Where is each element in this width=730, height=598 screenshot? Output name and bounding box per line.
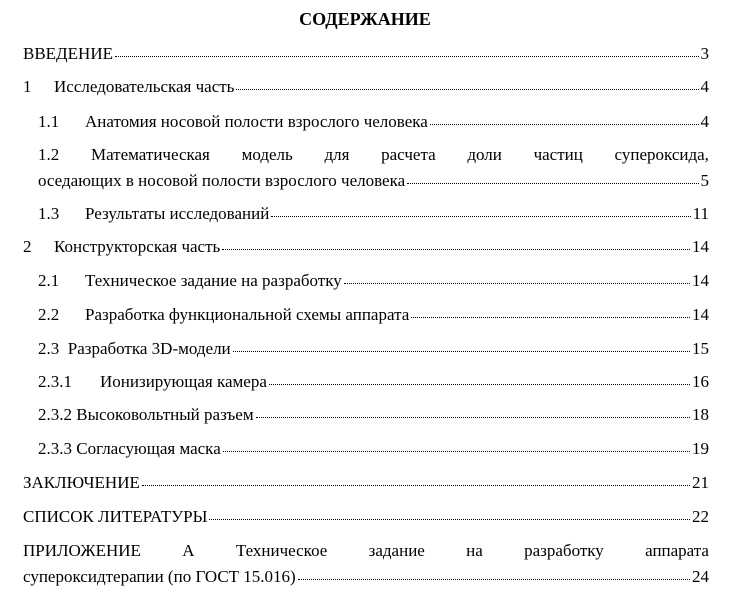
toc-leader-dots [298, 568, 690, 582]
toc-leader-dots [236, 78, 698, 92]
toc-entry-text: оседающих в носовой полости взрослого человека [38, 171, 406, 190]
toc-entry-number: 2.1 [38, 271, 60, 290]
toc-leader-dots [430, 113, 699, 127]
toc-entry-text: ЗАКЛЮЧЕНИЕ [23, 473, 140, 492]
toc-word: Техническое [235, 541, 328, 560]
toc-leader-dots [271, 205, 690, 219]
toc-leader-dots [223, 440, 690, 454]
toc-entry-section-1-2[interactable] [0, 145, 730, 165]
toc-word: модель [241, 145, 293, 164]
toc-entry-text: 2.3.3 Согласующая маска [38, 439, 221, 458]
toc-entry-chapter-1[interactable] [0, 77, 730, 97]
toc-entry-section-2-3-2[interactable] [0, 405, 730, 425]
toc-leader-dots [256, 406, 690, 420]
toc-entry-text: супероксидтерапии (по ГОСТ 15.016) [23, 567, 296, 586]
toc-word: ПРИЛОЖЕНИЕ [23, 541, 141, 560]
toc-entry-chapter-2[interactable] [0, 237, 730, 257]
toc-word: для [324, 145, 350, 164]
toc-page-number: 21 [692, 473, 709, 492]
toc-entry-text: СПИСОК ЛИТЕРАТУРЫ [23, 507, 208, 526]
toc-entry-text: ВВЕДЕНИЕ [23, 44, 113, 63]
toc-entry-number: 1.3 [38, 204, 60, 223]
toc-entry-appendix-a-continuation[interactable] [0, 567, 730, 587]
toc-entry-section-1-2-continuation[interactable] [0, 171, 730, 191]
toc-entry-number: 1.2 [38, 145, 60, 164]
toc-entry-section-2-3-3[interactable] [0, 439, 730, 459]
toc-entry-number: 1 [23, 77, 32, 96]
toc-entry-section-1-3[interactable] [0, 204, 730, 224]
toc-page-number: 4 [700, 112, 709, 131]
toc-word: частиц [533, 145, 583, 164]
toc-page-number: 18 [692, 405, 709, 424]
toc-leader-dots [209, 508, 690, 522]
toc-page-number: 14 [692, 237, 709, 256]
toc-entry-text: Исследовательская часть [54, 77, 235, 96]
toc-entry-text: Разработка функциональной схемы аппарата [85, 305, 410, 324]
toc-page-number: 4 [700, 77, 709, 96]
toc-page-number: 11 [692, 204, 709, 223]
toc-page-number: 19 [692, 439, 709, 458]
toc-page-number: 3 [700, 44, 709, 63]
toc-entry-appendix-a[interactable] [0, 541, 730, 561]
toc-word: Математическая [90, 145, 210, 164]
toc-entry-number: 2.2 [38, 305, 60, 324]
toc-entry-text: 2.3 Разработка 3D-модели [38, 339, 231, 358]
toc-word: доли [467, 145, 502, 164]
toc-leader-dots [142, 474, 690, 488]
toc-entry-text: Ионизирующая камера [100, 372, 267, 391]
toc-entry-section-2-3[interactable] [0, 339, 730, 359]
toc-page-number: 24 [692, 567, 709, 586]
toc-entry-number: 2.3.1 [38, 372, 72, 391]
toc-entry-section-1-1[interactable] [0, 112, 730, 132]
toc-entry-section-2-1[interactable] [0, 271, 730, 291]
toc-word: задание [368, 541, 425, 560]
toc-title: СОДЕРЖАНИЕ [299, 9, 431, 29]
toc-leader-dots [407, 172, 698, 186]
toc-page-number: 22 [692, 507, 709, 526]
toc-entry-number: 1.1 [38, 112, 60, 131]
toc-entry-section-2-3-1[interactable] [0, 372, 730, 392]
toc-entry-section-2-2[interactable] [0, 305, 730, 325]
toc-entry-text: Результаты исследований [85, 204, 270, 223]
toc-leader-dots [115, 45, 699, 59]
toc-page-number: 5 [700, 171, 709, 190]
toc-page-number: 15 [692, 339, 709, 358]
toc-entry-text: Анатомия носовой полости взрослого человека [85, 112, 428, 131]
toc-entry-text: Техническое задание на разработку [85, 271, 342, 290]
toc-word: супероксида, [614, 145, 709, 164]
toc-entry-introduction[interactable] [0, 44, 730, 64]
toc-word: на [466, 541, 483, 560]
toc-leader-dots [411, 306, 690, 320]
toc-word: аппарата [645, 541, 709, 560]
toc-entry-text: 2.3.2 Высоковольтный разъем [38, 405, 254, 424]
toc-leader-dots [269, 373, 690, 387]
toc-leader-dots [233, 340, 690, 354]
toc-word: разработку [524, 541, 604, 560]
toc-page-number: 16 [692, 372, 709, 391]
toc-leader-dots [344, 272, 690, 286]
toc-word: А [182, 541, 195, 560]
toc-entry-number: 2 [23, 237, 32, 256]
toc-leader-dots [222, 238, 690, 252]
toc-page-number: 14 [692, 305, 709, 324]
toc-entry-conclusion[interactable] [0, 473, 730, 493]
toc-entry-references[interactable] [0, 507, 730, 527]
toc-word: расчета [381, 145, 436, 164]
toc-entry-text: Конструкторская часть [54, 237, 221, 256]
toc-page-number: 14 [692, 271, 709, 290]
